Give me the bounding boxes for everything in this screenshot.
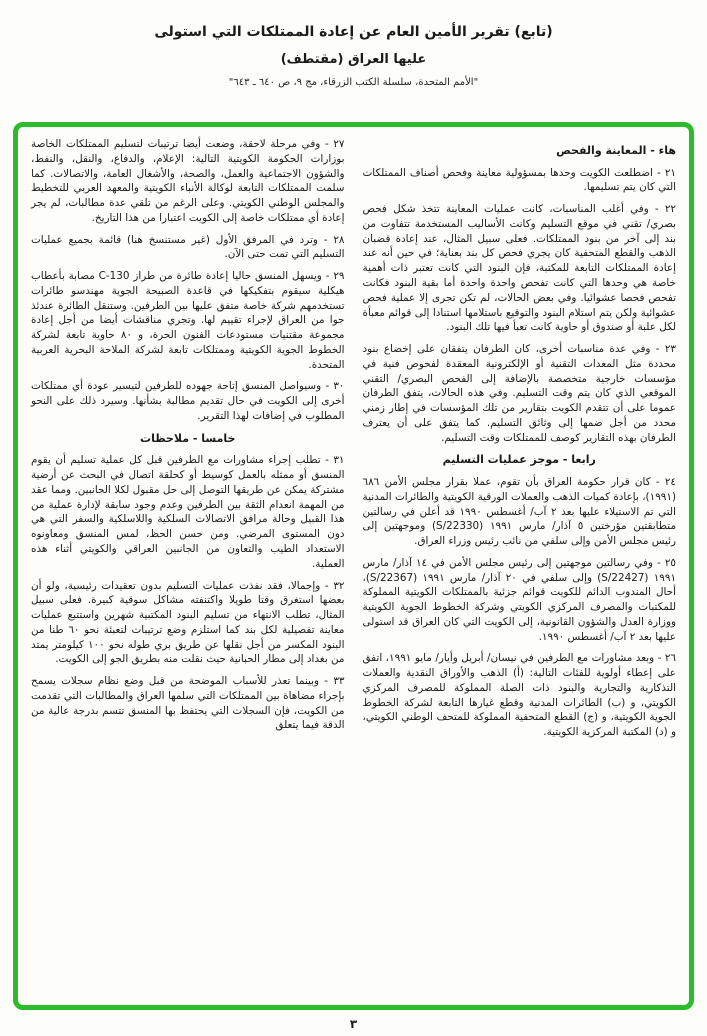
column-left [31, 137, 345, 997]
paragraph-23: ٢٣ - وفي عدة مناسبات أخرى، كان الطرفان يتفقان على إخضاع بنود محددة مثل المعدات التقنية أو الإلكترونية المعقدة لفحوص فنية في مؤسسات خارجية متخصصة بالإضافة إلى الفحص البصري/ التقني الموقعي الذي كان يتم وقت التسليم. وفي هذه الحالات، يتفق الطرفان عموما على أن تتقدم الكويت بتقارير من تلك المؤسسات في إطار زمني محدد من أجل ضمها إلى وثائق التسليم. كما يتفق على أن يعترف الطرفان بهذه التقارير كوصف للممتلكات وقت التسليم. [362, 343, 676, 444]
paragraph-27: ٢٧ - وفي مرحلة لاحقة، وضعت أيضا ترتيبات لتسليم الممتلكات الخاصة بوزارات الحكومة الكويتية التالية: الإعلام، والدفاع، والنقل، والنفط، والشؤون الاجتماعية والعمل، والصحة، والأشغال العامة، والاتصالات. كما سلمت الممتلكات التابعة لوكالة الأنباء الكويتية والمعهد العربي للتخطيط والمجلس الوطني الكويتي. وعلى الرغم من تلقي عدة مطالبات، لم يجر إعادة أي ممتلكات خاصة إلى الكويت اعتبارا من هذا التاريخ. [31, 138, 345, 224]
paragraph-24: ٢٤ - كان قرار حكومة العراق بأن تقوم، عملا بقرار مجلس الأمن ٦٨٦ (١٩٩١)، بإعادة كميات الذهب والعملات الورقية الكويتية والطائرات المدنية التي تم الاستيلاء عليها بعد ٢ آب/ أغسطس ١٩٩٠ قد أعلن في رسالتين متطابقتين مؤرختين ٥ آذار/ مارس ١٩٩١ (S/22330) وموجهتين إلى رئيس مجلس الأمن وإلى سلفي من نائب رئيس وزراء العراق. [362, 476, 677, 548]
green-highlight-border [13, 122, 694, 1010]
paragraph-29: ٢٩ - ويسهل المنسق حاليا إعادة طائرة من طراز C-130 مصابة بأعطاب هيكلية سيقوم بتفكيكها في قاعدة الصبيحة الجوية مهندسو طائرات تستخدمهم شركة خاصة متفق عليها بين الطرفين. وستنقل الطائرة عندئذ جوا من العراق لإجراء تقييم لها. وتجري مناقشات أيضا من أجل إعادة مجموعة مقتنيات مستودعات الفنون الحرة، و ٨٠ حاوية تابعة لشركة الخطوط الجوية الكويتية وممتلكات تابعة لشركة الملاحة البحرية العربية المتحدة. [31, 270, 345, 371]
paragraph-25: ٢٥ - وفي رسالتين موجهتين إلى رئيس مجلس الأمن في ١٤ آذار/ مارس ١٩٩١ (S/22427) وإلى سلفي في ٢٠ آذار/ مارس ١٩٩١ (S/22367)، أحال المندوب الدائم للكويت قوائم جزئية بالممتلكات الكويتية المملوكة للمكتبات والمصرف المركزي الكويتي وشركة الخطوط الجوية الكويتية ووزارة العدل والشؤون القانونية، إلى الكويت التي كان العراق قد استولى عليها بعد ٢ آب/ أغسطس ١٩٩٠. [362, 556, 677, 643]
paragraph-33: ٣٣ - وبينما تعذر للأسباب الموضحة من قبل وضع نظام سجلات يسمح بإجراء مضاهاة بين الممتلكات التي سلمها العراق والمطالبات التي تقدمت من الكويت، فإن السجلات التي يحتفظ بها المنسق تتسم بدرجة عالية من الدقة فيما يتعلق [31, 675, 345, 732]
report-title-line2: عليها العراق (مقتطف) [280, 52, 427, 67]
page-number: ٣ [349, 1017, 358, 1031]
paragraph-26: ٢٦ - وبعد مشاورات مع الطرفين في نيسان/ أبريل وأيار/ مايو ١٩٩١، اتفق على إعطاء أولوية للفئات التالية: (أ) الذهب والأوراق النقدية والعملات التذكارية والتجارية والبنود ذات الصلة المملوكة للمصرف المركزي الكويتي، و (ب) الطائرات المدنية وقطع غيارها التابعة لشركة الخطوط الجوية الكويتية، و (ج) القطع المتحفية المملوكة للمتحف الوطني الكويتي، و (د) المكتبة المركزية الكويتية. [362, 652, 677, 739]
section-heading-inspection: هاء - المعاينة والفحص [556, 144, 676, 157]
source-citation: "الأمم المتحدة، سلسلة الكتب الزرقاء، مج ٩، ص ٦٤٠ ـ ٦٤٣" [228, 77, 479, 88]
section-heading-observations: خامسا - ملاحظات [140, 431, 236, 445]
document-header [0, 0, 707, 88]
paragraph-22: ٢٢ - وفي أغلب المناسبات، كانت عمليات المعاينة تتخذ شكل فحص بصري/ تقني في موقع التسليم وكانت الأساليب المستخدمة تتفاوت من بند إلى آخر من بنود الممتلكات. فعلى سبيل المثال، عند إعادة قضبان الذهب والقطع المتحفية كان يجري فحص كل بند بعناية؛ في حين أنه عند إعادة الممتلكات التابعة للمكتبة، فإن البنود التي كانت تعتبر ذات أهمية خاصة هي وحدها التي كانت تفحص واحدة واحدة أما بقية البنود فكانت تفحص فحصا عشوائيا. وفي بعض الحالات، لم تكن تجرى إلا عملية فحص عشوائية ولكن يتم استلام البنود والتوقيع باستلامها استنادا إلى قوائم معبأة لكل علبة أو صندوق أو حاوية كانت تعبأ فيها تلك البنود. [362, 203, 676, 334]
paragraph-28: ٢٨ - وترد في المرفق الأول (غير مستنسخ هنا) قائمة بجميع عمليات التسليم التي تمت حتى الآن. [31, 233, 345, 261]
paragraph-21: ٢١ - اضطلعت الكويت وحدها بمسؤولية معاينة وفحص أصناف الممتلكات التي كان يتم تسليمها. [362, 166, 676, 194]
column-right [363, 137, 677, 997]
paragraph-30: ٣٠ - وسيواصل المنسق إتاحة جهوده للطرفين لتيسير عودة أي ممتلكات أخرى إلى الكويت في حال تقديم مطالبة بشأنها. وسيرد ذلك على النحو المطلوب في إضافات لهذا التقرير. [31, 380, 345, 423]
paragraph-31: ٣١ - تطلب إجراء مشاورات مع الطرفين قبل كل عملية تسليم أن يقوم المنسق أو ممثله بالعمل كوسيط أو كحلقة اتصال في البحث عن أرضية مشتركة يمكن عن طريقها التوصل إلى حل مقبول لكلا الجانبين. ومما عقد من المهمة انعدام الثقة بين الطرفين وعدم وجود سابقة لإدارة عملية من هذا القبيل وحالة مرافق الاتصالات السلكية واللاسلكية والسفر التي هي دون المستوى المرضي. ومن حسن الحظ، لمس المنسق ومعاونوه الاستعداد الطيب والتعاون من الجانبين العراقي والكويتي أثناء هذه العملية. [31, 454, 345, 570]
report-title-line1: (تابع) تقرير الأمين العام عن إعادة الممتلكات التي استولى [154, 24, 553, 40]
section-heading-handover-summary: رابعا - موجز عمليات التسليم [442, 453, 596, 467]
two-column-text [31, 137, 676, 997]
paragraph-32: ٣٢ - وإجمالا، فقد نفذت عمليات التسليم بدون تعقيدات رئيسية، ولو أن بعضها استغرق وقتا طويلا واكتنفته مشاكل سوقية كبيرة. فعلى سبيل المثال، تطلب الانتهاء من تسليم البنود المكتبية شهرين واستتبع عمليات معاينة تفصيلية لكل بند كما استلزم وضع ترتيبات لتعبئة نحو ٦٠ طنا من البنود المكسر من أجل نقلها عن طريق بري طوله نحو ١٠٠ كيلومتر يمتد من بغداد إلى مطار الحبانية حيث نقلت منه بطريق الجو إلى الكويت. [31, 579, 345, 666]
